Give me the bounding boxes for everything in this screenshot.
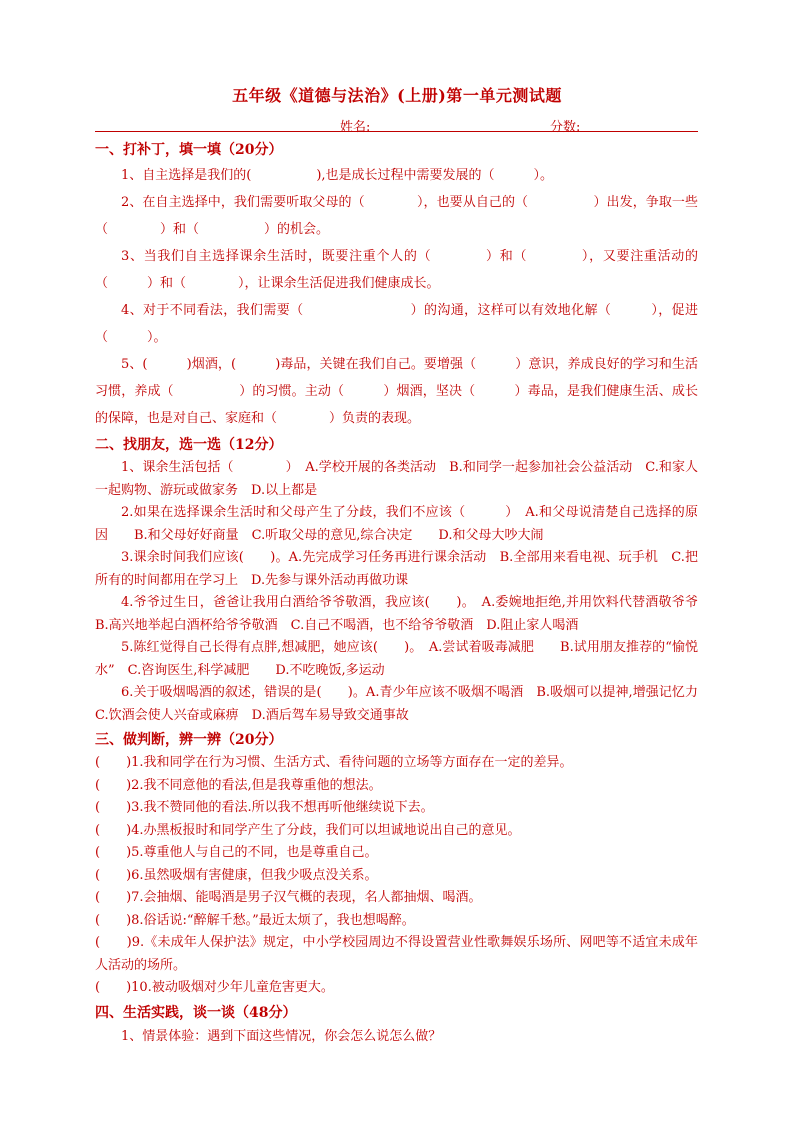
- fill-question: 1、自主选择是我们的( ),也是成长过程中需要发展的（ ）。: [121, 168, 554, 183]
- choice-question: 6.关于吸烟喝酒的叙述，错误的是( )。A.青少年应该不吸烟不喝酒 B.吸烟可以提神,增强记忆力 C.饮酒会使人兴奋或麻痹 D.酒后驾车易导致交通事故: [95, 685, 712, 723]
- choice-question: 4.爷爷过生日，爸爸让我用白酒给爷爷敬酒，我应该( )。 A.委婉地拒绝,并用饮料代替酒敬爷爷 B.高兴地举起白酒杯给爷爷敬酒 C.自己不喝酒，也不给爷爷敬酒 D.阻止家人喝酒: [95, 595, 712, 633]
- choice-question: 2.如果在选择课余生活时和父母产生了分歧，我们不应该（ ） A.和父母说清楚自己选择的原因 B.和父母好好商量 C.听取父母的意见,综合决定 D.和父母大吵大闹: [95, 505, 698, 543]
- choice-question: 3.课余时间我们应该( )。A.先完成学习任务再进行课余活动 B.全部用来看电视、玩手机 C.把所有的时间都用在学习上 D.先参与课外活动再做功课: [95, 550, 698, 588]
- judge-question: ( )1.我和同学在行为习惯、生活方式、看待问题的立场等方面存在一定的差异。: [95, 755, 573, 770]
- judge-question: ( )6.虽然吸烟有害健康，但我少吸点没关系。: [95, 867, 378, 883]
- judge-question: ( )8.俗话说:“醉解千愁。”最近太烦了，我也想喝醉。: [95, 912, 415, 928]
- judge-question: ( )5.尊重他人与自己的不同，也是尊重自己。: [95, 845, 378, 860]
- section-heading-judge: 三、做判断，辨一辨（20分）: [95, 732, 283, 748]
- choice-question: 5.陈红觉得自己长得有点胖,想减肥，她应该( )。 A.尝试着吸毒减肥 B.试用朋友推荐的“愉悦水” C.咨询医生,科学减肥 D.不吃晚饭,多运动: [95, 640, 698, 678]
- section-heading-practice: 四、生活实践，谈一谈（48分）: [95, 1004, 297, 1021]
- section-heading-fill: 一、打补丁，填一填（20分）: [95, 142, 283, 158]
- choice-question: 1、课余生活包括（ ） A.学校开展的各类活动 B.和同学一起参加社会公益活动 C.和家人一起购物、游玩或做家务 D.以上都是: [95, 460, 698, 498]
- fill-question: 5、( )烟酒，( )毒品，关键在我们自己。要增强（ ）意识，养成良好的学习和生活习惯，养成（ ）的习惯。主动（ ）烟酒，坚决（ ）毒品，是我们健康生活、成长的保障，也是对自己、家庭和（ ）负责的表现。: [95, 357, 698, 426]
- page-title: 五年级《道德与法治》(上册)第一单元测试题: [232, 86, 562, 105]
- judge-question: ( )4.办黑板报时和同学产生了分歧，我们可以坦诚地说出自己的意见。: [95, 822, 521, 838]
- judge-question: ( )10.被动吸烟对少年儿童危害更大。: [95, 980, 334, 995]
- exam-content: [95, 137, 712, 1049]
- judge-question: ( )9.《未成年人保护法》规定，中小学校园周边不得设置营业性歌舞娱乐场所、网吧等不适宜未成年人活动的场所。: [95, 935, 698, 973]
- fill-question: 4、对于不同看法，我们需要（ ）的沟通，这样可以有效地化解（ ），促进（ ）。: [95, 303, 698, 345]
- name-score-line: [95, 117, 698, 135]
- fill-question: 3、当我们自主选择课余生活时，既要注重个人的（ ）和（ ），又要注重活动的（ ）和（ ），让课余生活促进我们健康成长。: [95, 249, 698, 291]
- practice-question: 1、情景体验：遇到下面这些情况，你会怎么说怎么做？: [121, 1028, 442, 1044]
- name-label: 姓名:: [340, 120, 371, 135]
- judge-question: ( )7.会抽烟、能喝酒是男子汉气概的表现，名人都抽烟、喝酒。: [95, 890, 482, 905]
- fill-question: 2、在自主选择中，我们需要听取父母的（ ），也要从自己的（ ）出发，争取一些（ ）和（ ）的机会。: [95, 195, 698, 237]
- judge-question: ( )3.我不赞同他的看法.所以我不想再听他继续说下去。: [95, 800, 434, 815]
- score-label: 分数:: [550, 120, 581, 135]
- section-heading-choice: 二、找朋友，选一选（12分）: [95, 437, 283, 453]
- judge-question: ( )2.我不同意他的看法,但是我尊重他的想法。: [95, 777, 382, 793]
